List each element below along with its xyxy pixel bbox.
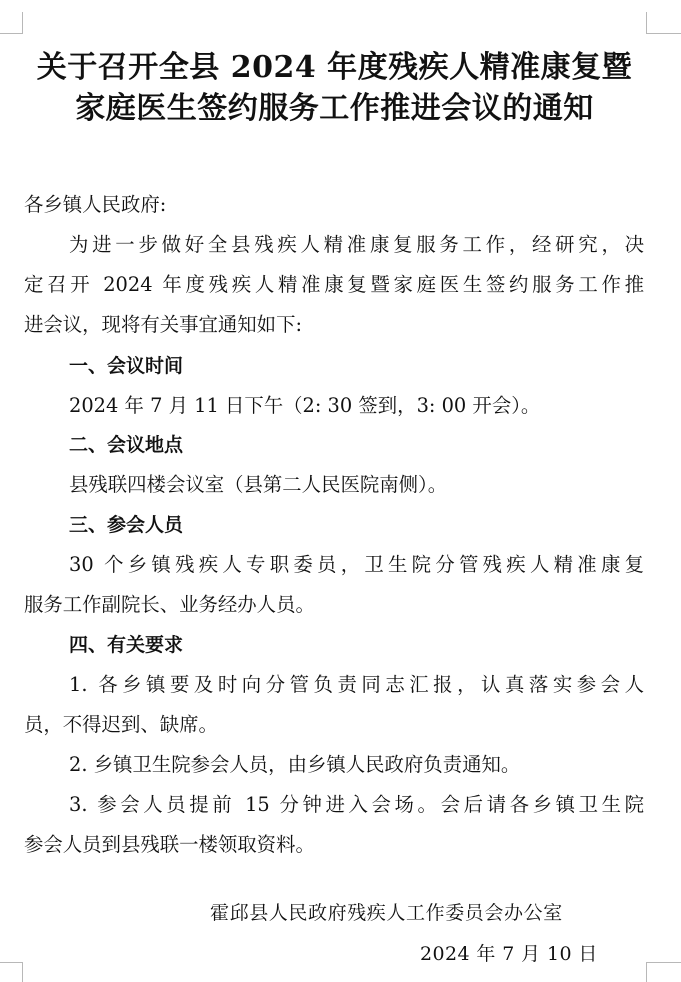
signature-organization: 霍邱县人民政府残疾人工作委员会办公室 (210, 902, 563, 924)
requirement-item-2: 2. 乡镇卫生院参会人员，由乡镇人民政府负责通知。 (69, 753, 521, 776)
crop-mark-top-left (22, 12, 23, 34)
requirement-item-3: 3. 参会人员提前 15 分钟进入会场。会后请各乡镇卫生院 (69, 793, 644, 816)
section-heading-time: 一、会议时间 (69, 355, 184, 377)
intro-paragraph-line: 为进一步做好全县残疾人精准康复服务工作，经研究，决 (69, 233, 644, 256)
document-title-line-2: 家庭医生签约服务工作推进会议的通知 (75, 91, 594, 126)
section-heading-attendees: 三、参会人员 (69, 514, 184, 536)
section-text-attendees: 30 个乡镇残疾人专职委员，卫生院分管残疾人精准康复 (69, 553, 644, 576)
section-heading-requirements: 四、有关要求 (69, 634, 184, 656)
requirement-item-1: 1. 各乡镇要及时向分管负责同志汇报，认真落实参会人 (69, 673, 644, 696)
crop-mark-top-right (646, 12, 647, 34)
crop-mark-top-left (0, 33, 23, 34)
crop-mark-top-right (646, 33, 681, 34)
requirement-item-3: 参会人员到县残联一楼领取资料。 (24, 833, 315, 856)
document-title-line-1: 关于召开全县 2024 年度残疾人精准康复暨 (36, 50, 633, 85)
section-text-attendees: 服务工作副院长、业务经办人员。 (24, 593, 315, 616)
section-text-location: 县残联四楼会议室（县第二人民医院南侧）。 (69, 473, 448, 496)
signature-date: 2024 年 7 月 10 日 (420, 943, 598, 965)
section-text-time: 2024 年 7 月 11 日下午（2: 30 签到，3: 00 开会）。 (69, 394, 541, 417)
crop-mark-bottom-right (646, 962, 681, 963)
intro-paragraph-line: 定召开 2024 年度残疾人精准康复暨家庭医生签约服务工作推 (24, 273, 644, 296)
crop-mark-bottom-left (0, 962, 23, 963)
requirement-item-1: 员，不得迟到、缺席。 (24, 713, 218, 736)
section-heading-location: 二、会议地点 (69, 434, 184, 456)
intro-paragraph-line: 进会议，现将有关事宜通知如下: (24, 313, 303, 336)
crop-mark-bottom-left (22, 962, 23, 982)
salutation: 各乡镇人民政府: (24, 193, 167, 216)
crop-mark-bottom-right (646, 962, 647, 982)
